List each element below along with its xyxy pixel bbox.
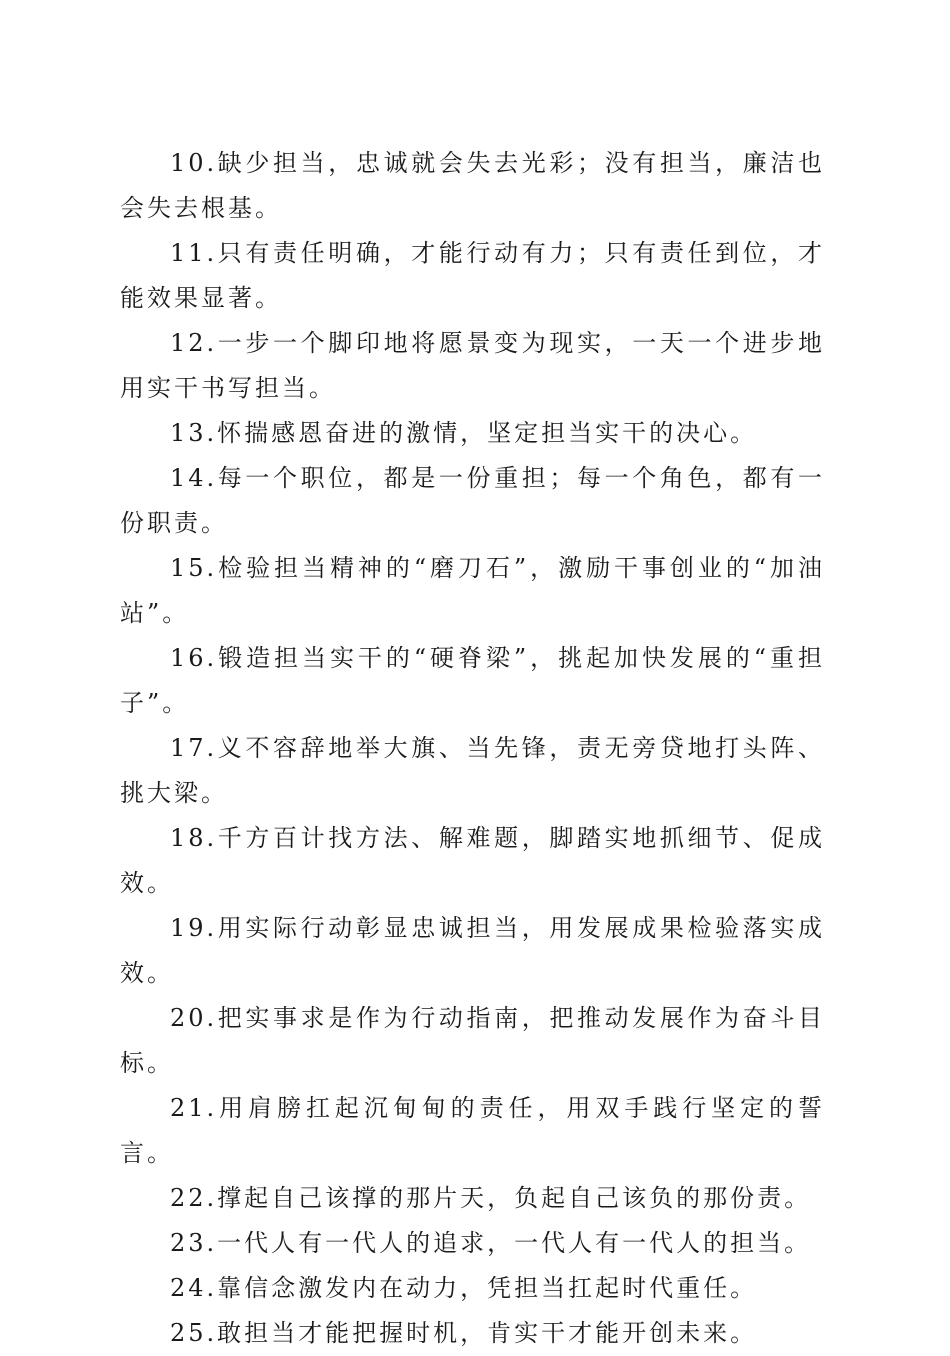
list-item: 12.一步一个脚印地将愿景变为现实，一天一个进步地用实干书写担当。 (120, 329, 825, 402)
list-item: 17.义不容辞地举大旗、当先锋，责无旁贷地打头阵、挑大梁。 (120, 734, 825, 807)
list-item: 10.缺少担当，忠诚就会失去光彩；没有担当，廉洁也会失去根基。 (120, 149, 825, 222)
list-item: 18.千方百计找方法、解难题，脚踏实地抓细节、促成效。 (120, 824, 825, 897)
list-item: 14.每一个职位，都是一份重担；每一个角色，都有一份职责。 (120, 464, 825, 537)
list-item: 11.只有责任明确，才能行动有力；只有责任到位，才能效果显著。 (120, 239, 825, 312)
list-item: 20.把实事求是作为行动指南，把推动发展作为奋斗目标。 (120, 1004, 825, 1077)
list-item: 21.用肩膀扛起沉甸甸的责任，用双手践行坚定的誓言。 (120, 1094, 825, 1167)
document-body (120, 141, 825, 1356)
list-item: 25.敢担当才能把握时机，肯实干才能开创未来。 (170, 1319, 758, 1347)
list-item: 24.靠信念激发内在动力，凭担当扛起时代重任。 (170, 1274, 758, 1302)
list-item: 22.撑起自己该撑的那片天，负起自己该负的那份责。 (170, 1184, 812, 1212)
list-item: 16.锻造担当实干的“硬脊梁”，挑起加快发展的“重担子”。 (120, 644, 825, 717)
list-item: 23.一代人有一代人的追求，一代人有一代人的担当。 (170, 1229, 812, 1257)
list-item: 13.怀揣感恩奋进的激情，坚定担当实干的决心。 (170, 419, 758, 447)
list-item: 19.用实际行动彰显忠诚担当，用发展成果检验落实成效。 (120, 914, 825, 987)
list-item: 15.检验担当精神的“磨刀石”，激励干事创业的“加油站”。 (120, 554, 825, 627)
